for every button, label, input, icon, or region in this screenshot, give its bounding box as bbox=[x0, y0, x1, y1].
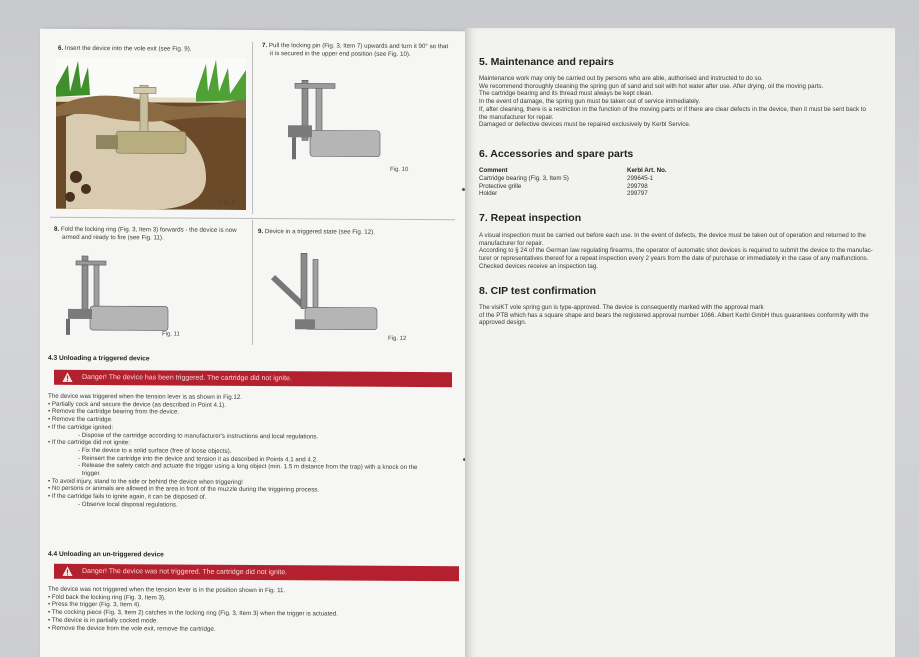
table-row bbox=[479, 183, 667, 191]
list-item: • Remove the cartridge bearing from the device. bbox=[48, 408, 180, 416]
section-6-title: 6. Accessories and spare parts bbox=[479, 148, 634, 160]
list-item: trigger. bbox=[82, 469, 101, 478]
list-item: - Reinsert the cartridge into the device and tension it as described in Points 4.1 and 4.2. bbox=[78, 454, 318, 464]
section-8-title: 8. CIP test confirmation bbox=[479, 285, 597, 297]
list-item: • Fold back the locking ring (Fig. 3, Item 3). bbox=[48, 593, 166, 602]
paragraph-line: the manufacturer for repair. bbox=[479, 113, 554, 121]
section-5-body bbox=[479, 75, 866, 129]
list-item: • If the cartridge ignited: bbox=[48, 423, 114, 431]
paragraph-line: Maintenance work may only be carried out by persons who are able, authorised and instructed to do so. bbox=[479, 75, 763, 82]
list-item: • The device is in partially cocked mode. bbox=[48, 616, 159, 625]
paragraph-line: The visiKT vole spring gun is type-approved. The device is consequently marked with the approval mark bbox=[479, 304, 764, 311]
paragraph-line: If, after cleaning, there is a restriction in the function of the moving parts or if there are clear defects in the device, then it must be sent back to bbox=[479, 105, 866, 113]
list-item: - Observe local disposal regulations. bbox=[78, 500, 178, 509]
fig-12-caption: Fig. 12 bbox=[388, 335, 407, 342]
table-header bbox=[479, 167, 667, 175]
paragraph-line: manufacturer for repair. bbox=[479, 239, 544, 247]
table-cell: Cartridge bearing (Fig. 3, Item 5) bbox=[479, 174, 569, 182]
table-row bbox=[479, 190, 667, 198]
list-item: • To avoid injury, stand to the side or behind the device when triggering! bbox=[48, 477, 243, 486]
table-row bbox=[479, 175, 667, 183]
step-8-line-1: 8. Fold the locking ring (Fig. 3, Item 3) forwards - the device is now bbox=[54, 225, 237, 234]
right-page bbox=[465, 28, 895, 657]
section-4-4-banner-text: Danger! The device was not triggered. The cartridge did not ignite. bbox=[82, 567, 288, 577]
paragraph-line: According to § 24 of the German law regulating firearms, the operator of automatic shot devices is required to submit the device to the manufac- bbox=[479, 247, 873, 255]
column-header: Comment bbox=[479, 167, 508, 174]
list-item: • Remove the cartridge. bbox=[48, 415, 113, 424]
list-item: • If the cartridge did not ignite: bbox=[48, 438, 130, 447]
table-cell: 299798 bbox=[627, 182, 648, 190]
list-item: • No persons or animals are allowed in the area in front of the muzzle during the triggering process. bbox=[48, 485, 320, 494]
fig-10-illustration bbox=[280, 75, 390, 171]
spare-parts-table bbox=[479, 167, 667, 198]
fig-9-illustration bbox=[56, 57, 246, 210]
list-item: • Partially cock and secure the device (as described in Point 4.1). bbox=[48, 400, 226, 409]
paragraph-line: Checked devices receive an inspection tag. bbox=[479, 262, 599, 270]
section-4-4-body bbox=[48, 586, 338, 634]
fig-11-illustration bbox=[60, 251, 180, 342]
warning-icon bbox=[62, 372, 73, 383]
column-divider bbox=[252, 42, 253, 214]
step-8-line-2: armed and ready to fire (see Fig. 11). bbox=[62, 233, 164, 242]
section-7-title: 7. Repeat inspection bbox=[479, 212, 582, 224]
section-7-body bbox=[479, 232, 873, 271]
list-item: • The cocking piece (Fig. 3, Item 2) catches in the locking ring (Fig. 3, Item 3) when the trigger is actuated. bbox=[48, 608, 338, 618]
list-item: • Press the trigger (Fig. 3, Item 4). bbox=[48, 601, 141, 609]
table-cell: 299797 bbox=[627, 190, 648, 198]
table-cell: Holder bbox=[479, 190, 498, 198]
section-4-3-banner-text: Danger! The device has been triggered. The cartridge did not ignite. bbox=[82, 373, 292, 383]
paragraph-line: turer or representatives thereof for a repeat inspection every 2 years from the date of purchase or immediately in the case of any malfunctions. bbox=[479, 255, 869, 263]
section-4-3-body bbox=[48, 393, 417, 511]
paragraph-line: A visual inspection must be carried out before each use. In the event of defects, the device must be taken out of operation and returned to the bbox=[479, 232, 866, 239]
fig-12-illustration bbox=[265, 245, 385, 341]
section-4-3-danger-banner bbox=[54, 370, 452, 387]
warning-icon bbox=[62, 566, 73, 577]
section-8-body bbox=[479, 304, 869, 327]
paragraph-line: approved design. bbox=[479, 319, 527, 327]
paragraph-line: Damaged or defective devices must be repaired exclusively by Kerbl Service. bbox=[479, 121, 691, 129]
list-item: - Dispose of the cartridge according to manufacturer's instructions and local regulations. bbox=[78, 431, 319, 440]
section-4-3-title: 4.3 Unloading a triggered device bbox=[48, 354, 150, 363]
list-item: • If the cartridge fails to ignite again, it can be disposed of. bbox=[48, 492, 207, 501]
step-9: 9. Device in a triggered state (see Fig. 12). bbox=[258, 228, 375, 236]
fig-9-caption: Fig. 9 bbox=[220, 199, 236, 206]
list-item: The device was not triggered when the tension lever is in the position shown in Fig. 11. bbox=[48, 585, 286, 595]
column-divider bbox=[252, 220, 253, 345]
table-cell: 299645-1 bbox=[627, 174, 654, 182]
paragraph-line: In the event of damage, the spring gun must be taken out of service immediately. bbox=[479, 98, 701, 106]
fig-11-caption: Fig. 11 bbox=[162, 331, 180, 338]
left-page bbox=[40, 29, 465, 657]
list-item: - Release the safety catch and actuate the trigger using a long object (min. 1.5 m distance from the trap) with a knock on the bbox=[78, 462, 418, 472]
section-4-4-title: 4.4 Unloading an un-triggered device bbox=[48, 550, 164, 559]
paragraph-line: of the PTB which has a square shape and bears the registered approval number 1066. Albert Kerbl GmbH thus guarantees conformity with the bbox=[479, 311, 869, 319]
list-item: - Fix the device to a solid surface (free of loose objects). bbox=[78, 446, 232, 455]
step-7-line-1: 7. Pull the locking pin (Fig. 3, Item 7) upwards and turn it 90° so that bbox=[262, 42, 449, 51]
table-cell: Protective grille bbox=[479, 182, 522, 190]
column-header: Kerbl Art. No. bbox=[627, 167, 667, 174]
paragraph-line: We recommend thoroughly cleaning the spring gun of sand and soil with hot water after use. After drying, oil the moving parts. bbox=[479, 82, 824, 90]
fig-10-caption: Fig. 10 bbox=[390, 166, 409, 173]
paragraph-line: The cartridge bearing and its thread must always be kept clean. bbox=[479, 90, 654, 98]
list-item: • Remove the device from the vole exit, remove the cartridge. bbox=[48, 624, 216, 633]
section-5-title: 5. Maintenance and repairs bbox=[479, 56, 614, 68]
step-7-line-2: it is secured in the upper end position (see Fig. 10). bbox=[270, 50, 411, 58]
list-item: The device was triggered when the tension lever is as shown in Fig.12. bbox=[48, 392, 242, 401]
section-4-4-danger-banner bbox=[54, 564, 459, 581]
step-6: 6. Insert the device into the vole exit (see Fig. 9). bbox=[58, 44, 192, 53]
